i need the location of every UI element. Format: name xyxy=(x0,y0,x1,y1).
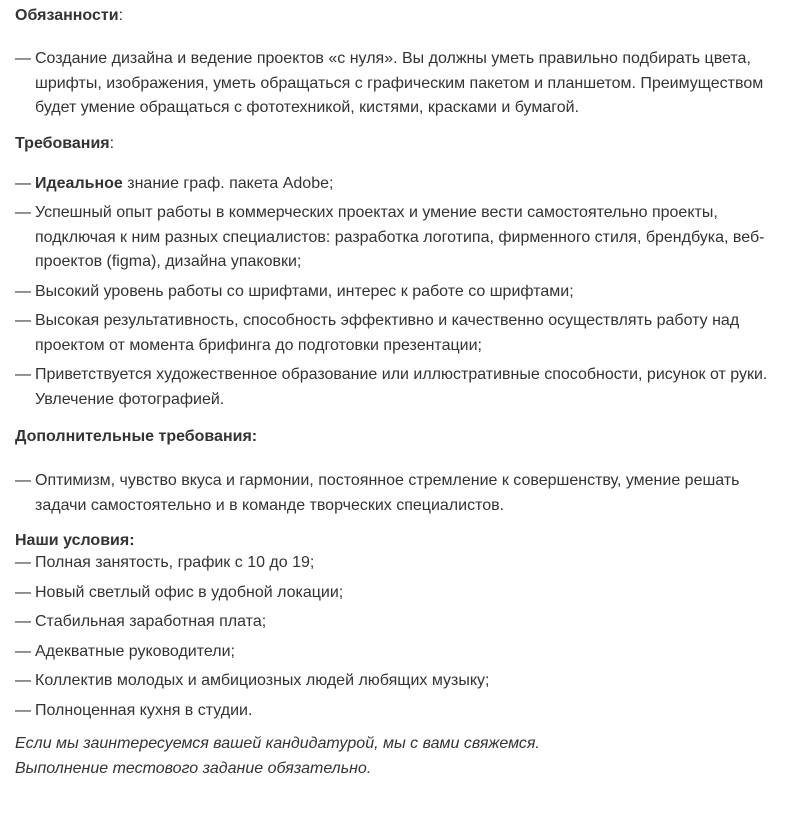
conditions-item: — Стабильная заработная плата; xyxy=(15,613,267,630)
requirements-item: — Приветствуется художественное образование или иллюстративные способности, рисунок от руки. Увлечение фотографией. xyxy=(15,366,768,408)
conditions-heading: Наши условия: xyxy=(15,532,135,549)
requirements-item: — Успешный опыт работы в коммерческих проектах и умение вести самостоятельно проекты, подключая к ним разных специалистов: разработка логотипа, фирменного стиля, брендбука, веб-проектов (figma), дизайна упаковки; xyxy=(15,204,765,270)
conditions-item: — Коллектив молодых и амбициозных людей любящих музыку; xyxy=(15,672,490,689)
duties-heading: Обязанности: xyxy=(15,7,124,24)
footer-note: Выполнение тестового задание обязательно. xyxy=(15,759,372,777)
job-description xyxy=(15,0,785,781)
requirements-item: — Идеальное знание граф. пакета Adobe; xyxy=(15,174,334,192)
conditions-item: — Адекватные руководители; xyxy=(15,642,235,660)
requirements-heading: Требования: xyxy=(15,134,115,152)
requirements-item: — Высокая результативность, способность эффективно и качественно осуществлять работу над проектом от момента брифинга до подготовки презентации; xyxy=(15,312,740,354)
footer-note: Если мы заинтересуемся вашей кандидатурой, мы с вами свяжемся. xyxy=(15,735,540,752)
requirements-item: — Высокий уровень работы со шрифтами, интерес к работе со шрифтами; xyxy=(15,282,574,300)
conditions-item: — Полноценная кухня в студии. xyxy=(15,701,253,719)
conditions-item: — Новый светлый офис в удобной локации; xyxy=(15,583,344,601)
additional-heading: Дополнительные требования: xyxy=(15,428,258,445)
duties-item: — Создание дизайна и ведение проектов «с нуля». Вы должны уметь правильно подбирать цвета, шрифты, изображения, уметь обращаться с графическим пакетом и планшетом. Преимуществом будет умение обращаться с фототехникой, кистями, красками и бумагой. xyxy=(15,50,764,116)
conditions-item: — Полная занятость, график с 10 до 19; xyxy=(15,554,315,571)
additional-item: — Оптимизм, чувство вкуса и гармонии, постоянное стремление к совершенству, умение решать задачи самостоятельно и в команде творческих специалистов. xyxy=(15,472,740,514)
